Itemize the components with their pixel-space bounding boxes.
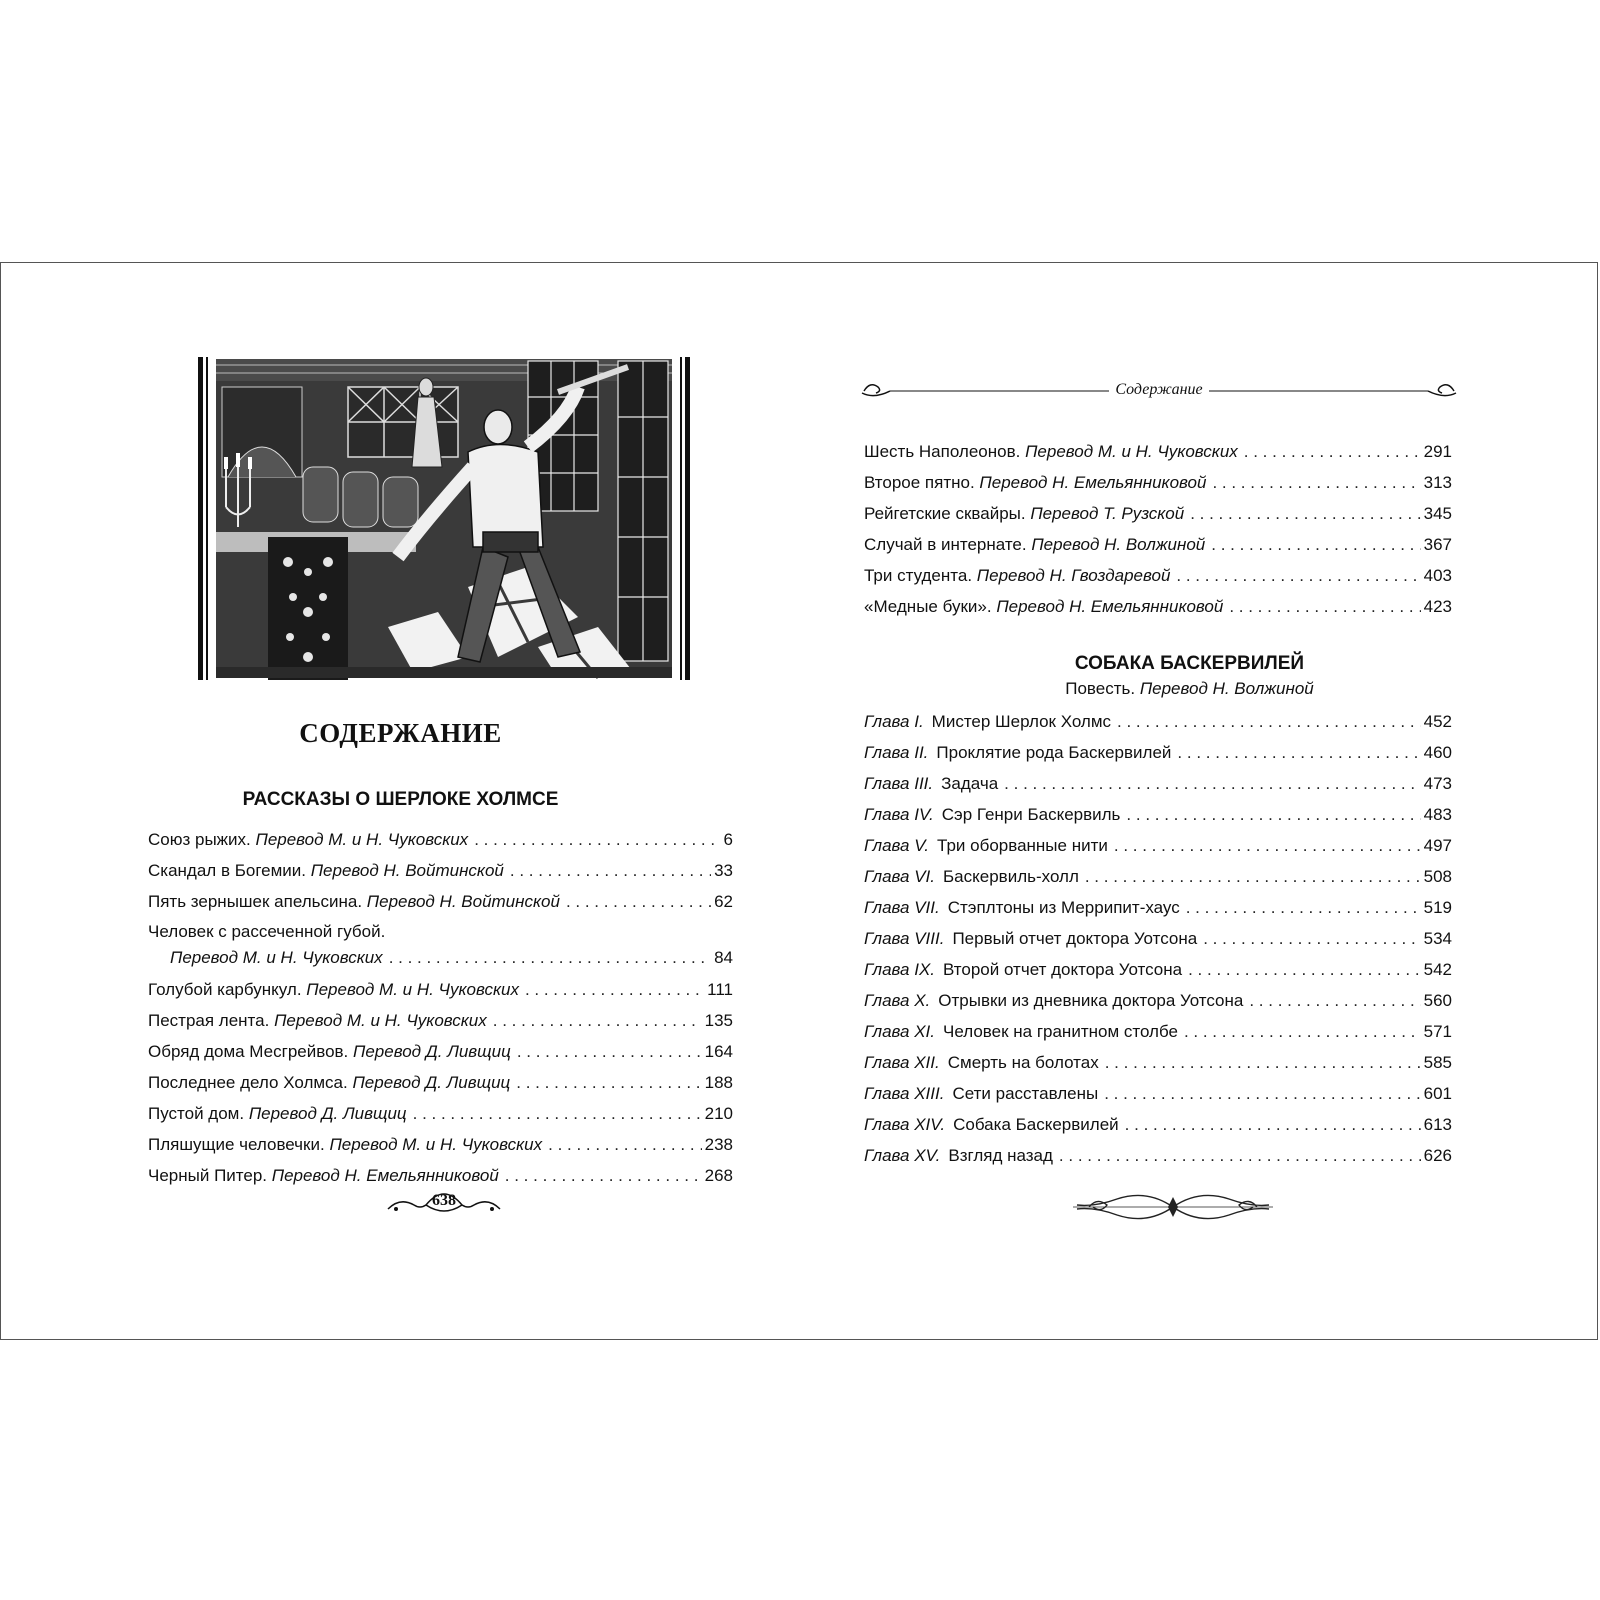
entry-page: 62: [714, 892, 733, 911]
chapter-page: 626: [1423, 1146, 1452, 1165]
left-page: [1, 263, 800, 1339]
toc-entry[interactable]: [148, 977, 733, 1003]
entry-title: Второе пятно.: [864, 473, 975, 492]
chapter-number: Глава XI.: [864, 1022, 936, 1041]
entry-page: 238: [704, 1135, 733, 1154]
entry-translator: Перевод Д. Ливщиц: [353, 1042, 511, 1061]
toc-entry[interactable]: [148, 858, 733, 884]
leader-dots: [1211, 532, 1420, 558]
chapter-entry[interactable]: [864, 988, 1452, 1014]
chapter-entry[interactable]: [864, 864, 1452, 890]
entry-page: 210: [704, 1104, 733, 1123]
chapter-number: Глава V.: [864, 836, 930, 855]
chapter-entry[interactable]: [864, 895, 1452, 921]
leader-dots: [566, 889, 711, 915]
chapter-number: Глава IV.: [864, 805, 934, 824]
entry-translator: Перевод Д. Ливщиц: [352, 1073, 511, 1092]
entry-translator: Перевод Д. Ливщиц: [248, 1104, 407, 1123]
toc-entry[interactable]: [148, 1070, 733, 1096]
chapter-title: Баскервиль-холл: [943, 867, 1079, 886]
page-number: 638: [432, 1192, 456, 1209]
chapter-page: 542: [1423, 960, 1452, 979]
toc-entry[interactable]: [148, 1039, 733, 1065]
entry-title: Черный Питер.: [148, 1166, 268, 1185]
entry-page: 6: [723, 830, 733, 849]
chapter-page: 601: [1423, 1084, 1452, 1103]
chapter-page: 497: [1423, 836, 1452, 855]
entry-title: Пляшущие человечки.: [148, 1135, 325, 1154]
entry-title: Пестрая лента.: [148, 1011, 270, 1030]
chapter-entry[interactable]: [864, 771, 1452, 797]
toc-entry[interactable]: [148, 1132, 733, 1158]
novel-genre: Повесть.: [1065, 679, 1136, 698]
entry-page: 423: [1423, 597, 1452, 616]
chapter-page: 560: [1423, 991, 1452, 1010]
entry-title: Последнее дело Холмса.: [148, 1073, 348, 1092]
leader-dots: [1184, 1019, 1421, 1045]
entry-page: 403: [1423, 566, 1452, 585]
toc-entry[interactable]: [864, 470, 1452, 496]
holmes-illustration: [198, 357, 690, 680]
chapter-number: Глава II.: [864, 743, 929, 762]
entry-page: 135: [704, 1011, 733, 1030]
entry-page: 291: [1423, 442, 1452, 461]
novel-translator: Перевод Н. Волжиной: [1139, 679, 1314, 698]
chapter-page: 613: [1423, 1115, 1452, 1134]
chapter-number: Глава XV.: [864, 1146, 941, 1165]
entry-translator: Перевод Н. Волжиной: [1031, 535, 1206, 554]
toc-entry[interactable]: [864, 501, 1452, 527]
running-head: [860, 379, 1458, 403]
leader-dots: [1186, 895, 1421, 921]
chapter-title: Отрывки из дневника доктора Уотсона: [938, 991, 1244, 1010]
entry-translator: Перевод М. и Н. Чуковских: [274, 1011, 487, 1030]
entry-translator: Перевод М. и Н. Чуковских: [255, 830, 469, 849]
chapter-title: Сети расставлены: [952, 1084, 1099, 1103]
entry-page: 164: [704, 1042, 733, 1061]
chapter-number: Глава IX.: [864, 960, 936, 979]
entry-translator: Перевод М. и Н. Чуковских: [329, 1135, 543, 1154]
leader-dots: [1177, 740, 1420, 766]
leader-dots: [1125, 1112, 1421, 1138]
chapter-page: 483: [1423, 805, 1452, 824]
toc-entry[interactable]: [148, 919, 733, 971]
toc-title: СОДЕРЖАНИЕ: [299, 718, 502, 748]
entry-translator: Перевод М. и Н. Чуковских: [170, 948, 383, 967]
entry-title: Рейгетские сквайры.: [864, 504, 1026, 523]
chapter-number: Глава XII.: [864, 1053, 940, 1072]
entry-translator: Перевод Н. Емельянниковой: [979, 473, 1207, 492]
entry-page: 84: [714, 948, 733, 967]
leader-dots: [525, 977, 704, 1003]
toc-entry[interactable]: [864, 563, 1452, 589]
chapter-page: 534: [1423, 929, 1452, 948]
leader-dots: [1004, 771, 1420, 797]
entry-title: Голубой карбункул.: [148, 980, 302, 999]
leader-dots: [1244, 439, 1421, 465]
chapter-number: Глава VII.: [864, 898, 940, 917]
novel-subheading: [790, 679, 1589, 699]
book-spread: [0, 262, 1598, 1340]
chapter-entry[interactable]: [864, 1019, 1452, 1045]
leader-dots: [516, 1070, 701, 1096]
leader-dots: [1212, 470, 1420, 496]
chapter-entry[interactable]: [864, 1112, 1452, 1138]
toc-entry[interactable]: [864, 532, 1452, 558]
chapter-entry[interactable]: [864, 833, 1452, 859]
chapter-title: Второй отчет доктора Уотсона: [943, 960, 1183, 979]
entry-page: 367: [1423, 535, 1452, 554]
entry-page: 111: [707, 980, 733, 999]
chapter-title: Мистер Шерлок Холмс: [931, 712, 1112, 731]
flourish-ornament-icon: [1067, 1185, 1279, 1229]
leader-dots: [1104, 1081, 1420, 1107]
chapter-title: Проклятие рода Баскервилей: [936, 743, 1172, 762]
chapter-entry[interactable]: [864, 957, 1452, 983]
chapter-entry[interactable]: [864, 1050, 1452, 1076]
toc-entry[interactable]: [148, 1008, 733, 1034]
chapter-page: 585: [1423, 1053, 1452, 1072]
leader-dots: [1249, 988, 1420, 1014]
leader-dots: [1114, 833, 1421, 859]
chapter-entry[interactable]: [864, 1081, 1452, 1107]
section-heading-stories: РАССКАЗЫ О ШЕРЛОКЕ ХОЛМСЕ: [242, 789, 559, 810]
entry-page: 313: [1423, 473, 1452, 492]
leader-dots: [517, 1039, 702, 1065]
leader-dots: [1229, 594, 1420, 620]
entry-title: Пустой дом.: [148, 1104, 245, 1123]
entry-translator: Перевод М. и Н. Чуковских: [1025, 442, 1238, 461]
entry-title: «Медные буки».: [864, 597, 992, 616]
chapter-entry[interactable]: [864, 802, 1452, 828]
entry-translator: Перевод М. и Н. Чуковских: [306, 980, 519, 999]
entry-title: Случай в интернате.: [864, 535, 1027, 554]
leader-dots: [1085, 864, 1421, 890]
leader-dots: [505, 1163, 702, 1189]
section-heading-novel: СОБАКА БАСКЕРВИЛЕЙ: [1074, 653, 1305, 674]
chapter-number: Глава XIII.: [864, 1084, 945, 1103]
chapter-title: Собака Баскервилей: [953, 1115, 1119, 1134]
leader-dots: [1188, 957, 1421, 983]
chapter-number: Глава VIII.: [864, 929, 945, 948]
entry-translator: Перевод Н. Емельянниковой: [271, 1166, 499, 1185]
entry-title: Шесть Наполеонов.: [864, 442, 1021, 461]
leader-dots: [1059, 1143, 1421, 1169]
entry-page: 33: [714, 861, 733, 880]
chapter-page: 571: [1423, 1022, 1452, 1041]
chapter-title: Человек на гранитном столбе: [943, 1022, 1178, 1041]
leader-dots: [1203, 926, 1420, 952]
leader-dots: [474, 827, 720, 853]
leader-dots: [1126, 802, 1420, 828]
chapter-title: Стэплтоны из Меррипит-хаус: [947, 898, 1180, 917]
toc-entry[interactable]: [864, 594, 1452, 620]
entry-title: Человек с рассеченной губой.: [148, 922, 386, 941]
chapter-entry[interactable]: [864, 926, 1452, 952]
chapter-title: Первый отчет доктора Уотсона: [952, 929, 1198, 948]
leader-dots: [1117, 709, 1421, 735]
entry-translator: Перевод Н. Войтинской: [310, 861, 504, 880]
toc-entry[interactable]: [148, 889, 733, 915]
leader-dots: [389, 945, 711, 971]
entry-translator: Перевод Н. Емельянниковой: [996, 597, 1224, 616]
chapter-number: Глава I.: [864, 712, 924, 731]
leader-dots: [493, 1008, 702, 1034]
chapter-page: 452: [1423, 712, 1452, 731]
chapter-title: Смерть на болотах: [947, 1053, 1099, 1072]
toc-entry[interactable]: [148, 827, 733, 853]
entry-translator: Перевод Т. Рузской: [1030, 504, 1185, 523]
entry-page: 345: [1423, 504, 1452, 523]
chapter-number: Глава III.: [864, 774, 934, 793]
chapter-title: Сэр Генри Баскервиль: [941, 805, 1121, 824]
toc-entry[interactable]: [148, 1101, 733, 1127]
leader-dots: [510, 858, 711, 884]
chapter-entry[interactable]: [864, 709, 1452, 735]
entry-title: Три студента.: [864, 566, 973, 585]
entry-translator: Перевод Н. Войтинской: [366, 892, 560, 911]
chapter-page: 508: [1423, 867, 1452, 886]
entry-translator: Перевод Н. Гвоздаревой: [976, 566, 1171, 585]
chapter-title: Три оборванные нити: [937, 836, 1108, 855]
chapter-title: Взгляд назад: [948, 1146, 1053, 1165]
toc-entry[interactable]: [864, 439, 1452, 465]
entry-title: Пять зернышек апельсина.: [148, 892, 363, 911]
running-head-title: Содержание: [1109, 381, 1208, 398]
leader-dots: [413, 1101, 702, 1127]
entry-page: 188: [704, 1073, 733, 1092]
right-page: [800, 263, 1599, 1339]
chapter-entry[interactable]: [864, 1143, 1452, 1169]
leader-dots: [1176, 563, 1420, 589]
chapter-number: Глава VI.: [864, 867, 936, 886]
chapter-page: 473: [1423, 774, 1452, 793]
entry-title: Скандал в Богемии.: [148, 861, 306, 880]
chapter-title: Задача: [941, 774, 999, 793]
chapter-page: 519: [1423, 898, 1452, 917]
chapter-number: Глава XIV.: [864, 1115, 946, 1134]
leader-dots: [548, 1132, 702, 1158]
leader-dots: [1105, 1050, 1421, 1076]
chapter-number: Глава X.: [864, 991, 931, 1010]
entry-title: Союз рыжих.: [148, 830, 251, 849]
page-number-folio: [386, 1183, 502, 1223]
entry-title: Обряд дома Месгрейвов.: [148, 1042, 349, 1061]
entry-page: 268: [704, 1166, 733, 1185]
chapter-page: 460: [1423, 743, 1452, 762]
chapter-entry[interactable]: [864, 740, 1452, 766]
leader-dots: [1190, 501, 1420, 527]
